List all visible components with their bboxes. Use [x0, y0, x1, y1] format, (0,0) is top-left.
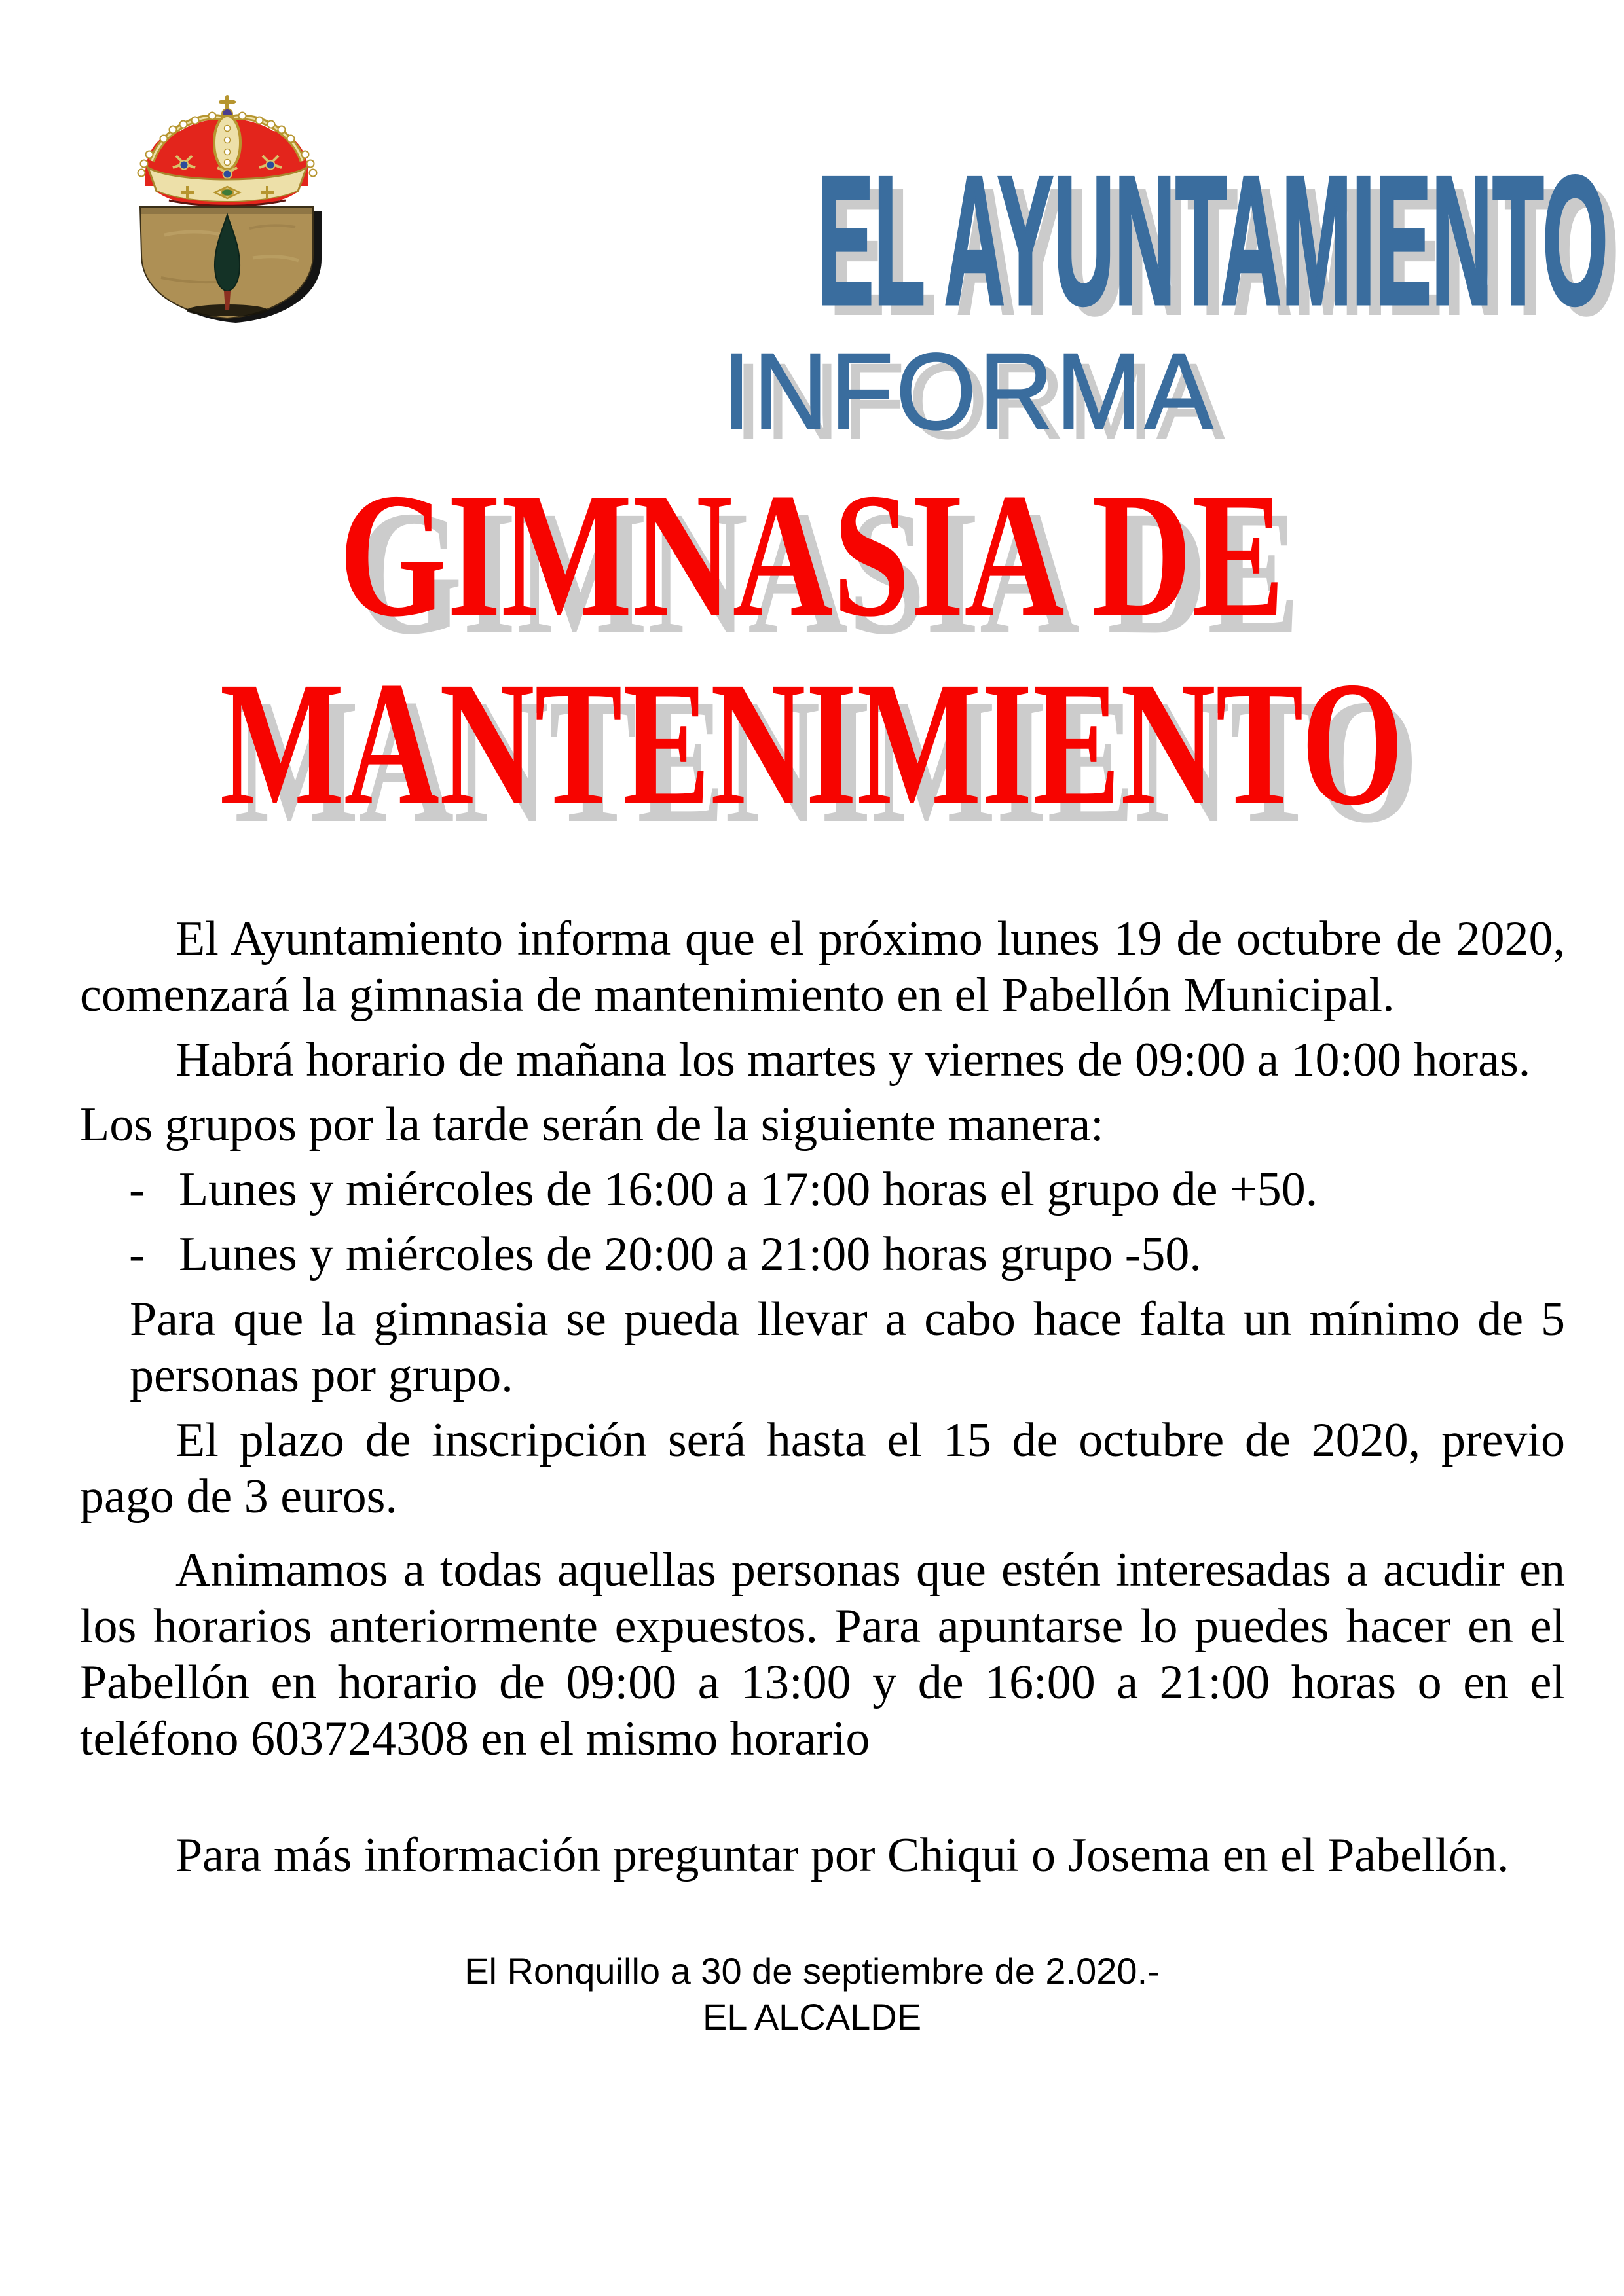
bullet-dash: - [129, 1228, 145, 1281]
paragraph-intro: El Ayuntamiento informa que el próximo lunes 19 de octubre de 2020, comenzará la gimnasia de mantenimiento en el Pabellón Municipal. [80, 912, 1565, 1022]
footer-signature-line: EL ALCALDE [702, 1996, 922, 2037]
paragraph-groups-intro: Los grupos por la tarde serán de la siguiente manera: [80, 1098, 1104, 1152]
header-line-2 [354, 331, 1585, 452]
list-item-text: Lunes y miércoles de 20:00 a 21:00 horas grupo -50. [179, 1228, 1202, 1281]
coat-of-arms-graphic [128, 94, 326, 326]
main-title-line-1-text: GIMNASIA DE [339, 456, 1285, 653]
header-line-2-text: INFORMA [722, 331, 1216, 452]
header-line-1 [354, 139, 1608, 343]
coat-of-arms [128, 94, 326, 326]
list-item-text: Lunes y miércoles de 16:00 a 17:00 horas el grupo de +50. [179, 1163, 1318, 1216]
paragraph-more-info: Para más información preguntar por Chiqui o Josema en el Pabellón. [175, 1829, 1509, 1882]
footer-date-line: El Ronquillo a 30 de septiembre de 2.020.- [464, 1950, 1160, 1992]
footer [0, 1948, 1624, 2040]
list-item-group-under-50 [80, 1226, 1565, 1283]
shield-icon [140, 207, 322, 323]
royal-crown-icon [138, 95, 317, 207]
paragraph-morning-schedule: Habrá horario de mañana los martes y viernes de 09:00 a 10:00 horas. [175, 1033, 1531, 1087]
header-line-1-text: EL AYUNTAMIENTO [817, 139, 1608, 343]
paragraph-registration-deadline: El plazo de inscripción será hasta el 15 de octubre de 2020, previo pago de 3 euros. [80, 1413, 1565, 1523]
main-title-line-1 [0, 456, 1624, 653]
main-title-line-2 [0, 645, 1624, 842]
announcement-body [80, 911, 1565, 1884]
bullet-dash: - [129, 1163, 145, 1216]
list-item-group-over-50 [80, 1161, 1565, 1218]
paragraph-sign-up-info: Animamos a todas aquellas personas que estén interesadas a acudir en los horarios anteriormente expuestos. Para apuntarse lo puedes hacer en el Pabellón en horario de 09:00 a 13:00 y de 16:00 a 21:00 horas o en el teléfono 603724308 en el mismo horario [80, 1543, 1565, 1766]
paragraph-minimum-people: Para que la gimnasia se pueda llevar a cabo hace falta un mínimo de 5 personas por grupo. [130, 1292, 1565, 1402]
main-title-line-2-text: MANTENIMIENTO [220, 645, 1404, 842]
